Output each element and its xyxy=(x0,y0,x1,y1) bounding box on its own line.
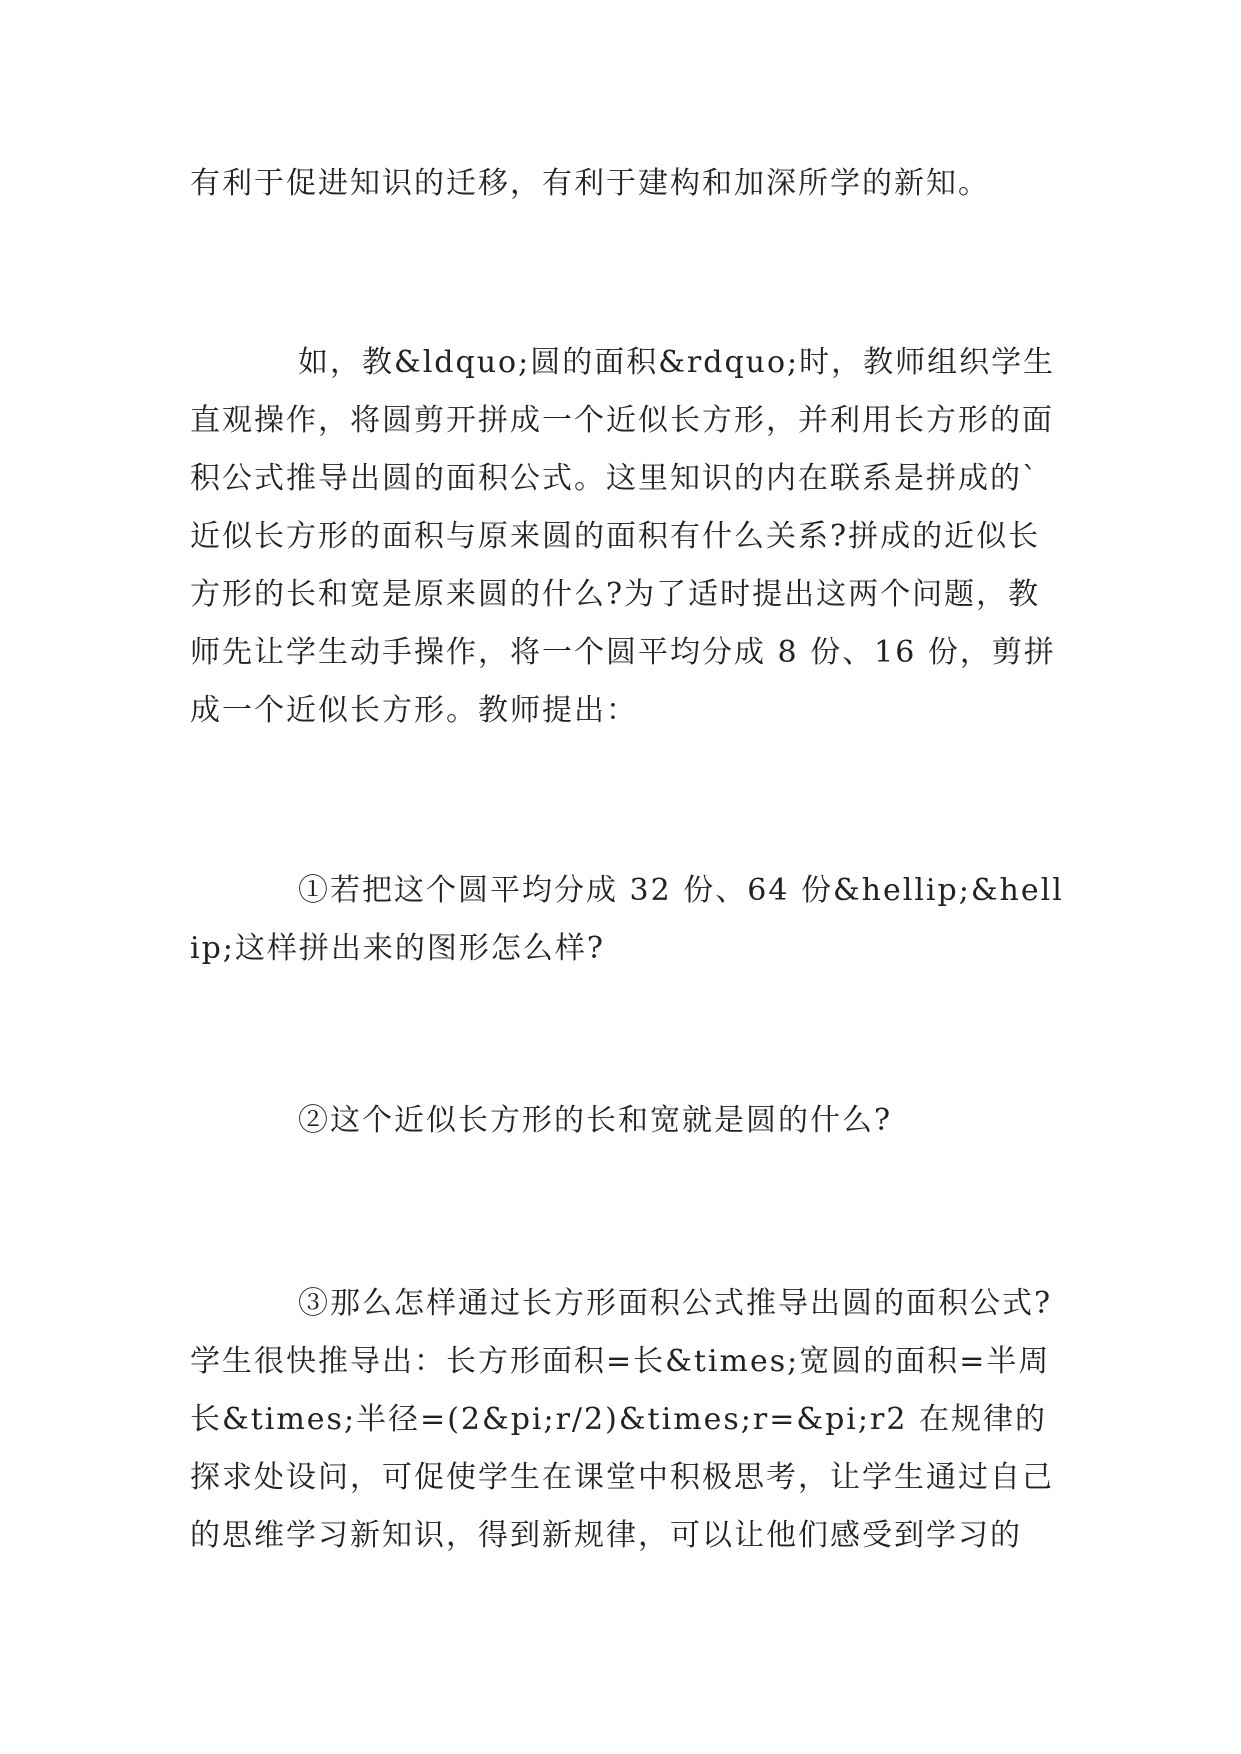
paragraph-circle-area-example: 如，教&ldquo;圆的面积&rdquo;时，教师组织学生直观操作，将圆剪开拼成一个近似长方形，并利用长方形的面积公式推导出圆的面积公式。这里知识的内在联系是拼成的`近似长方形的面积与原来圆的面积有什么关系?拼成的近似长方形的长和宽是原来圆的什么?为了适时提出这两个问题，教师先让学生动手操作，将一个圆平均分成 8 份、16 份，剪拼成一个近似长方形。教师提出： xyxy=(190,345,1056,728)
paragraph-question-2: ②这个近似长方形的长和宽就是圆的什么? xyxy=(298,1103,893,1138)
paragraph-knowledge-transfer: 有利于促进知识的迁移，有利于建构和加深所学的新知。 xyxy=(190,166,990,201)
paragraph-question-1: ①若把这个圆平均分成 32 份、64 份&hellip;&hellip;这样拼出来的图形怎么样? xyxy=(190,873,1064,966)
paragraph-question-3: ③那么怎样通过长方形面积公式推导出圆的面积公式?学生很快推导出：长方形面积=长&times;宽圆的面积=半周长&times;半径=(2&pi;r/2)&times;r=&pi;r2 在规律的探求处设问，可促使学生在课堂中积极思考，让学生通过自己的思维学习新知识，得到新规律，可以让他们感受到学习的 xyxy=(190,1286,1054,1553)
